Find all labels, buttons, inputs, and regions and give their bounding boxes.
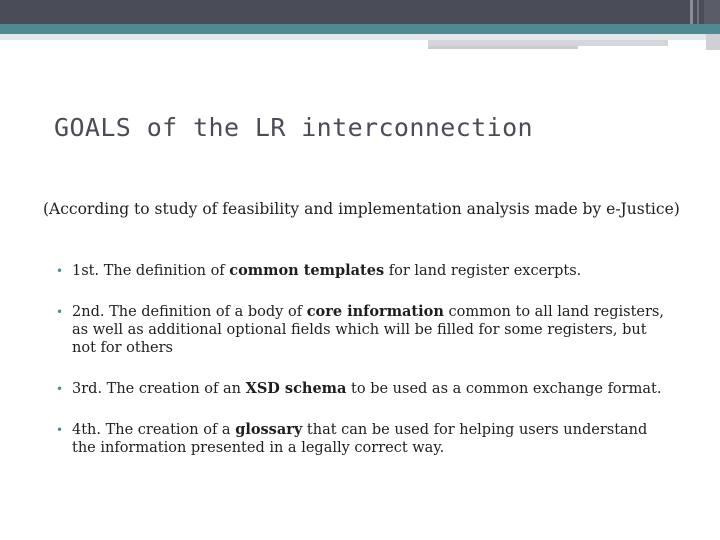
bullet-dot-icon: • (56, 264, 64, 278)
top-bar-divider (690, 0, 693, 24)
accent-stripe-segment (428, 46, 578, 49)
top-bar (0, 0, 720, 24)
accent-corner-block (706, 34, 720, 50)
bullet-emphasis: XSD schema (245, 380, 347, 397)
bullet-item (56, 303, 666, 357)
bullet-dot-icon: • (56, 423, 64, 437)
bullet-text: 1st. The definition of (72, 263, 230, 279)
accent-stripe (0, 24, 720, 34)
top-bar-end-block (704, 0, 720, 24)
bullet-emphasis: core information (306, 303, 444, 320)
bullet-text: to be used as a common exchange format. (346, 381, 662, 397)
bullet-dot-icon: • (56, 382, 64, 396)
top-bar-divider (697, 0, 699, 24)
bullet-text: that can be used for helping users understand the information presented in a legally correct way. (72, 422, 648, 456)
bullet-emphasis: glossary (235, 421, 303, 438)
bullet-item (56, 380, 666, 398)
bullet-list (56, 262, 666, 457)
bullet-text: 3rd. The creation of an (72, 381, 246, 397)
bullet-item (56, 262, 666, 280)
bullet-emphasis: common templates (229, 262, 385, 279)
bullet-item (56, 421, 666, 457)
bullet-text: 2nd. The definition of a body of (72, 304, 307, 320)
bullet-dot-icon: • (56, 305, 64, 319)
bullet-text: for land register excerpts. (384, 263, 582, 279)
bullet-text: 4th. The creation of a (72, 422, 236, 438)
bullet-text: common to all land registers, as well as additional optional fields which will be filled for some registers, but not for others (72, 304, 664, 356)
slide-title: GOALS of the LR interconnection (54, 113, 533, 142)
slide-subtitle: (According to study of feasibility and implementation analysis made by e-Justice) (43, 200, 680, 218)
